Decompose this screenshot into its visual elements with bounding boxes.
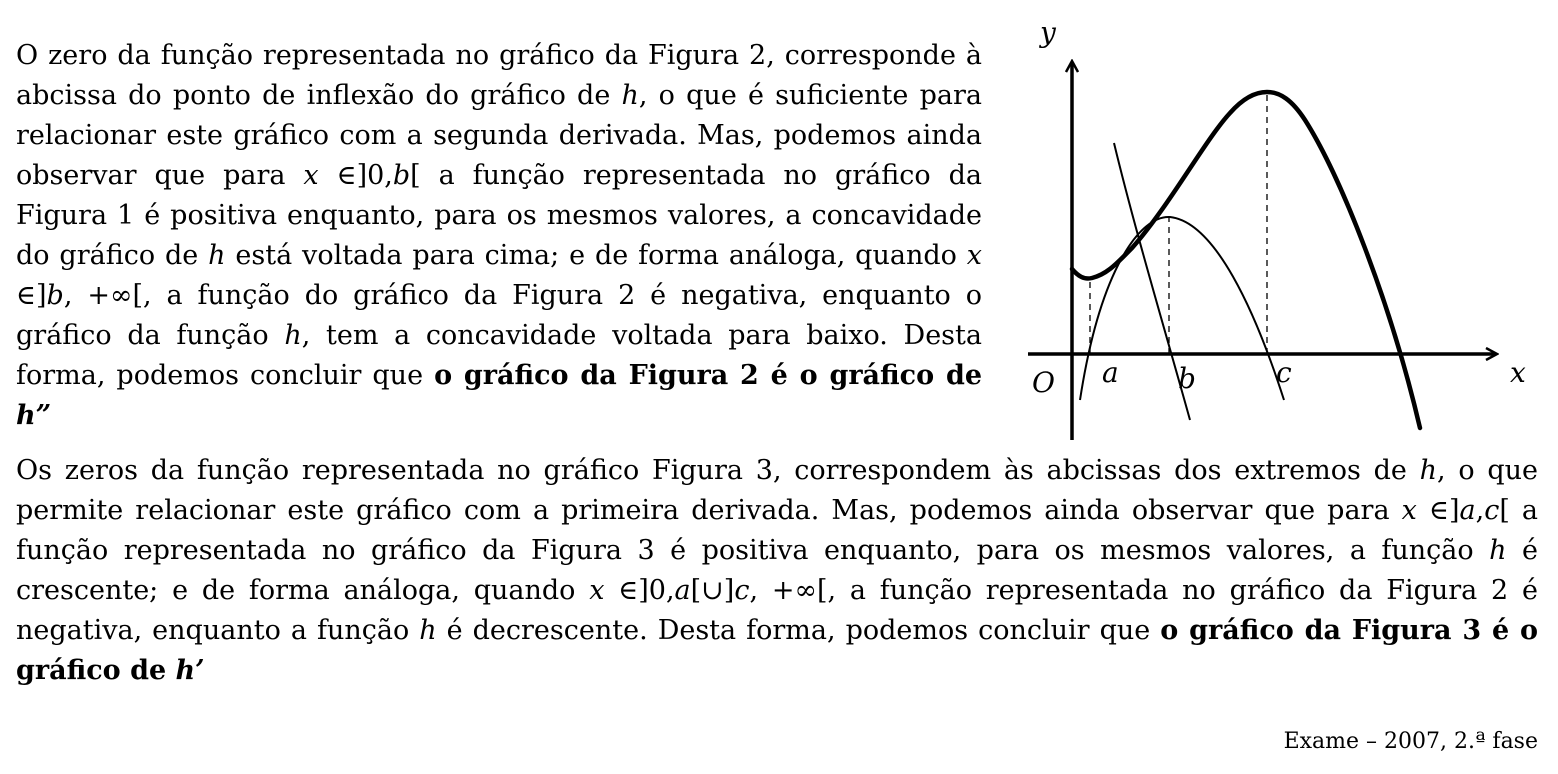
text-segment: x ∈: [1401, 495, 1449, 526]
text-segment: o gráfico da Figura 2 é o gráfico de: [434, 360, 983, 391]
text-segment: [ a função representada no gráfico da Figura 1 é positiva enquanto, para os mesmos valores, a concavidade do gráfico de: [16, 160, 982, 271]
curve-h: [1072, 92, 1420, 428]
origin-label: O: [1032, 366, 1055, 399]
x-axis-label: x: [1510, 356, 1526, 389]
text-segment: h: [1489, 535, 1507, 566]
text-segment: ]: [36, 280, 47, 311]
text-segment: x ∈: [589, 575, 639, 606]
text-segment: , +∞[, a função do gráfico da Figura 2 é negativa, enquanto o gráfico da função: [16, 280, 982, 351]
text-segment: x ∈: [303, 160, 357, 191]
text-segment: h: [284, 320, 302, 351]
text-segment: Os zeros da função representada no gráfico Figura 3, correspondem às abcissas dos extremos de: [16, 455, 1420, 486]
text-segment: h: [1419, 455, 1438, 486]
text-segment: está voltada para cima; e de forma análoga, quando: [225, 240, 967, 271]
text-segment: c: [734, 575, 750, 606]
text-segment: h”: [16, 400, 52, 431]
exam-source: Exame – 2007, 2.ª fase: [1283, 729, 1538, 754]
text-segment: o gráfico da Figura 3 é o gráfico de: [16, 615, 1538, 686]
text-segment: ]0,: [638, 575, 675, 606]
text-segment: x ∈: [16, 240, 982, 311]
paragraph-first-derivative: [16, 451, 1538, 691]
text-segment: ]0,: [356, 160, 393, 191]
tick-label-c: c: [1276, 356, 1292, 389]
text-segment: O zero da função representada no gráfico da Figura 2, corresponde à abcissa do ponto de inflexão do gráfico de: [16, 40, 982, 111]
text-segment: , o que permite relacionar este gráfico com a primeira derivada. Mas, podemos ainda observar que para: [16, 455, 1538, 526]
text-segment: a: [1459, 495, 1476, 526]
paragraph-second-derivative: [16, 36, 982, 436]
text-segment: h: [419, 615, 437, 646]
text-segment: ]: [1448, 495, 1460, 526]
text-segment: [ a função representada no gráfico da Figura 3 é positiva enquanto, para os mesmos valores, a função: [16, 495, 1539, 566]
text-segment: b: [46, 280, 64, 311]
text-segment: a: [674, 575, 691, 606]
text-segment: , +∞[, a função representada no gráfico da Figura 2 é negativa, enquanto a função: [16, 575, 1538, 646]
text-segment: b: [392, 160, 411, 191]
tick-label-a: a: [1102, 356, 1119, 389]
text-segment: [∪]: [690, 575, 735, 606]
text-segment: , tem a concavidade voltada para baixo. Desta forma, podemos concluir que: [16, 320, 982, 391]
text-segment: h: [621, 80, 639, 111]
text-segment: h: [208, 240, 226, 271]
text-segment: c: [1484, 495, 1500, 526]
text-segment: é decrescente. Desta forma, podemos concluir que: [436, 615, 1161, 646]
text-segment: ,: [1475, 495, 1485, 526]
tick-label-b: b: [1178, 362, 1196, 395]
function-graph-figure: [1020, 10, 1540, 450]
y-axis-label: y: [1040, 16, 1056, 49]
text-segment: h’: [175, 655, 205, 686]
text-segment: é crescente; e de forma análoga, quando: [16, 535, 1538, 606]
text-segment: , o que é suficiente para relacionar este gráfico com a segunda derivada. Mas, podemos ainda observar que para: [16, 80, 982, 191]
